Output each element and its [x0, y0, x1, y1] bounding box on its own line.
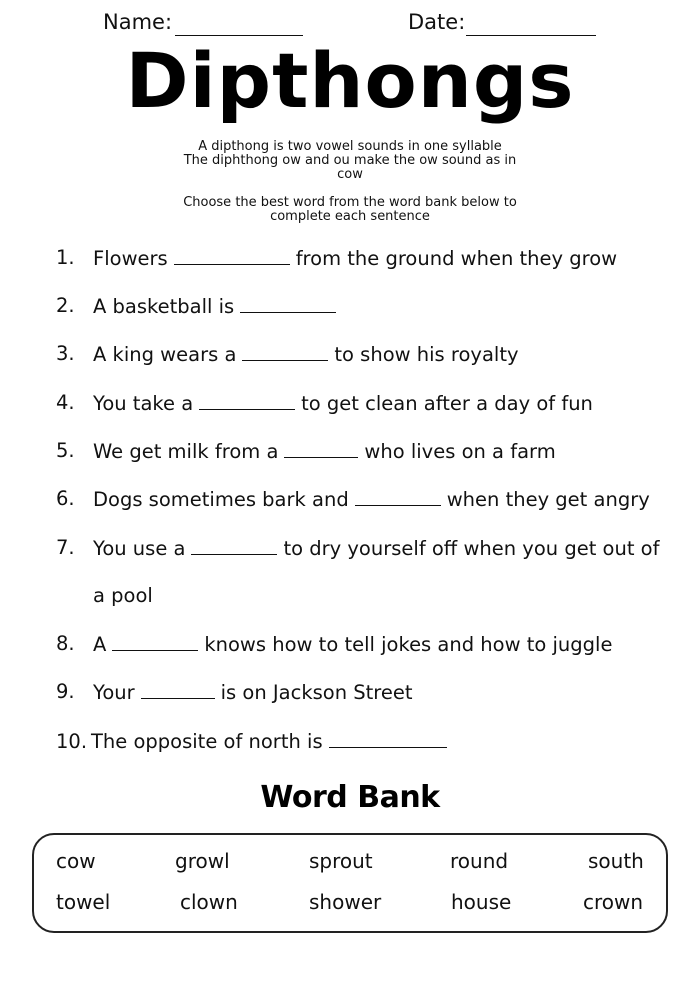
question-text-before: We get milk from a: [93, 440, 279, 463]
question-number: 6.: [56, 487, 75, 510]
question-3: [0, 342, 700, 372]
word-bank-word: clown: [180, 890, 238, 914]
word-bank-word: growl: [175, 849, 230, 873]
question-text-before: You take a: [93, 392, 194, 415]
question-number: 4.: [56, 391, 75, 414]
question-text-after: to dry yourself off when you get out of: [283, 537, 660, 560]
question-text-before: A king wears a: [93, 343, 237, 366]
question-7: [0, 536, 700, 566]
question-number: 2.: [56, 294, 75, 317]
answer-blank[interactable]: [141, 680, 215, 699]
intro-line-1: A dipthong is two vowel sounds in one syllable: [198, 139, 502, 154]
word-bank-word: crown: [583, 890, 644, 914]
question-1: [0, 246, 700, 276]
name-label: Name:: [103, 10, 173, 34]
question-number: 9.: [56, 680, 75, 703]
intro-line-3: cow: [337, 167, 363, 182]
answer-blank[interactable]: [242, 342, 328, 361]
question-number: 8.: [56, 632, 75, 655]
question-5: [0, 439, 700, 469]
word-bank-word: round: [450, 849, 509, 873]
answer-blank[interactable]: [355, 487, 441, 506]
word-bank-word: shower: [309, 890, 382, 914]
question-text-after: when they get angry: [446, 488, 650, 511]
question-text-before: The opposite of north is: [91, 730, 323, 753]
answer-blank[interactable]: [199, 391, 295, 410]
question-number: 7.: [56, 536, 75, 559]
word-bank-word: south: [588, 849, 644, 873]
word-bank-word: sprout: [309, 849, 373, 873]
instruction-line-2: complete each sentence: [270, 209, 430, 224]
word-bank-box: [32, 833, 668, 933]
question-text-before: You use a: [93, 537, 186, 560]
instruction-line-1: Choose the best word from the word bank below to: [183, 195, 517, 210]
question-9: [0, 680, 700, 710]
date-label: Date:: [408, 10, 466, 34]
word-bank-word: towel: [56, 890, 111, 914]
answer-blank[interactable]: [329, 729, 447, 748]
question-text-after: to show his royalty: [334, 343, 519, 366]
question-text-after: to get clean after a day of fun: [301, 392, 593, 415]
answer-blank[interactable]: [284, 439, 358, 458]
question-number: 10.: [56, 730, 88, 753]
question-10: [56, 729, 453, 753]
question-6: [0, 487, 700, 517]
question-text-after: from the ground when they grow: [295, 247, 618, 270]
answer-blank[interactable]: [240, 294, 336, 313]
question-2: [0, 294, 700, 324]
page-title: Dipthongs: [125, 36, 575, 125]
answer-blank[interactable]: [191, 536, 277, 555]
question-8: [0, 632, 700, 662]
question-text-before: A basketball is: [93, 295, 235, 318]
question-4: [0, 391, 700, 421]
question-text-after: knows how to tell jokes and how to juggle: [204, 633, 613, 656]
question-text-before: Flowers: [93, 247, 168, 270]
word-bank-title: Word Bank: [260, 780, 440, 815]
word-bank-word: cow: [56, 849, 96, 873]
question-text-before: A: [93, 633, 107, 656]
question-number: 3.: [56, 342, 75, 365]
question-number: 5.: [56, 439, 75, 462]
question-number: 1.: [56, 246, 75, 269]
question-7-continuation: a pool: [93, 584, 153, 607]
question-text-before: Dogs sometimes bark and: [93, 488, 349, 511]
question-text-after: who lives on a farm: [364, 440, 556, 463]
question-text-before: Your: [93, 681, 135, 704]
question-text-after: is on Jackson Street: [220, 681, 413, 704]
answer-blank[interactable]: [112, 632, 198, 651]
intro-line-2: The diphthong ow and ou make the ow sound as in: [183, 153, 517, 168]
answer-blank[interactable]: [174, 246, 290, 265]
word-bank-word: house: [451, 890, 512, 914]
